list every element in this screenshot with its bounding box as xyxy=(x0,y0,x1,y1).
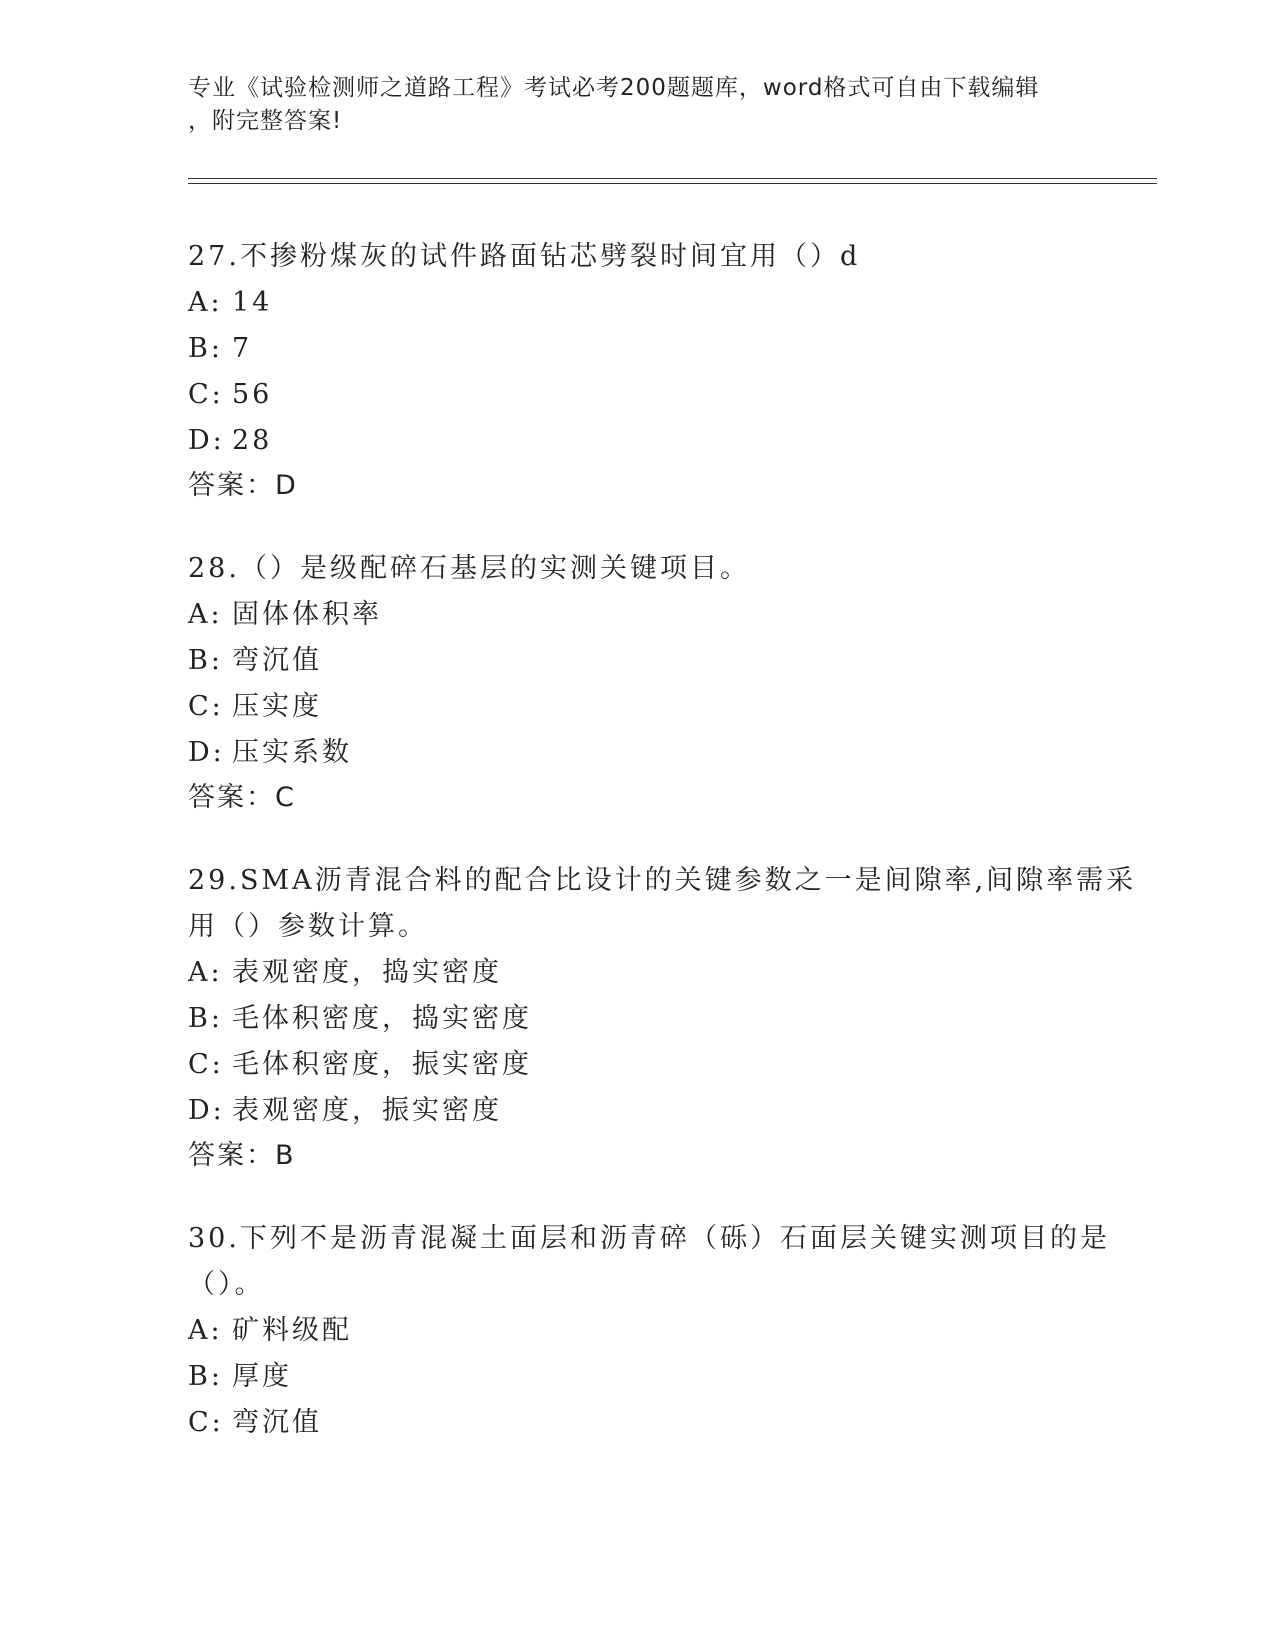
option-text: 弯沉值 xyxy=(232,645,322,676)
answer-line: 答案：C xyxy=(188,782,296,813)
option-letter: B: xyxy=(188,1003,223,1034)
option-d xyxy=(188,1088,1088,1134)
question-list xyxy=(188,234,1137,1484)
option-d xyxy=(188,730,1088,776)
option-letter: B: xyxy=(188,645,223,676)
answer-line: 答案：B xyxy=(188,1140,296,1171)
option-d xyxy=(188,418,1088,464)
option-b xyxy=(188,996,1088,1042)
option-text: 14 xyxy=(232,287,273,318)
header-divider-bottom xyxy=(188,183,1157,184)
question-stem-line-2: 用（）参数计算。 xyxy=(188,911,428,942)
option-b xyxy=(188,326,1088,372)
option-c xyxy=(188,1042,1088,1088)
option-letter: D: xyxy=(188,1095,225,1126)
question-stem: 27.不掺粉煤灰的试件路面钻芯劈裂时间宜用（）d xyxy=(188,241,861,272)
option-letter: D: xyxy=(188,737,225,768)
document-header xyxy=(188,72,1088,138)
option-c xyxy=(188,372,1088,418)
option-text: 厚度 xyxy=(232,1361,292,1392)
question-stem-line-2: （）。 xyxy=(188,1269,265,1300)
option-letter: C: xyxy=(188,379,224,410)
option-text: 7 xyxy=(232,333,253,364)
option-a xyxy=(188,950,1088,996)
option-text: 毛体积密度，捣实密度 xyxy=(232,1003,532,1034)
option-letter: A: xyxy=(188,957,223,988)
option-c xyxy=(188,684,1088,730)
question-30 xyxy=(188,1216,1110,1446)
option-letter: C: xyxy=(188,1407,224,1438)
option-text: 弯沉值 xyxy=(232,1407,322,1438)
option-text: 压实度 xyxy=(232,691,322,722)
option-a xyxy=(188,1308,1088,1354)
option-letter: D: xyxy=(188,425,225,456)
question-29 xyxy=(188,858,1137,1178)
question-stem: 28.（）是级配碎石基层的实测关键项目。 xyxy=(188,553,750,584)
header-line-2: ，附完整答案! xyxy=(188,108,343,134)
option-text: 矿料级配 xyxy=(232,1315,352,1346)
option-letter: A: xyxy=(188,287,223,318)
header-line-1: 专业《试验检测师之道路工程》考试必考200题题库，word格式可自由下载编辑 xyxy=(188,75,1040,101)
header-divider-top xyxy=(188,178,1157,179)
option-text: 28 xyxy=(232,425,273,456)
option-a xyxy=(188,592,1088,638)
option-text: 压实系数 xyxy=(232,737,352,768)
option-text: 表观密度，捣实密度 xyxy=(232,957,502,988)
option-letter: C: xyxy=(188,691,224,722)
option-letter: B: xyxy=(188,333,223,364)
option-b xyxy=(188,1354,1088,1400)
option-a xyxy=(188,280,1088,326)
option-letter: C: xyxy=(188,1049,224,1080)
answer-line: 答案：D xyxy=(188,470,298,501)
question-27 xyxy=(188,234,1088,508)
option-text: 表观密度，振实密度 xyxy=(232,1095,502,1126)
question-stem-line-1: 29.SMA沥青混合料的配合比设计的关键参数之一是间隙率,间隙率需采 xyxy=(188,865,1137,896)
option-text: 固体体积率 xyxy=(232,599,382,630)
question-stem-line-1: 30.下列不是沥青混凝土面层和沥青碎（砾）石面层关键实测项目的是 xyxy=(188,1223,1110,1254)
option-letter: B: xyxy=(188,1361,223,1392)
option-b xyxy=(188,638,1088,684)
option-text: 毛体积密度，振实密度 xyxy=(232,1049,532,1080)
option-letter: A: xyxy=(188,599,223,630)
question-28 xyxy=(188,546,1088,820)
option-text: 56 xyxy=(232,379,273,410)
option-c xyxy=(188,1400,1088,1446)
option-letter: A: xyxy=(188,1315,223,1346)
